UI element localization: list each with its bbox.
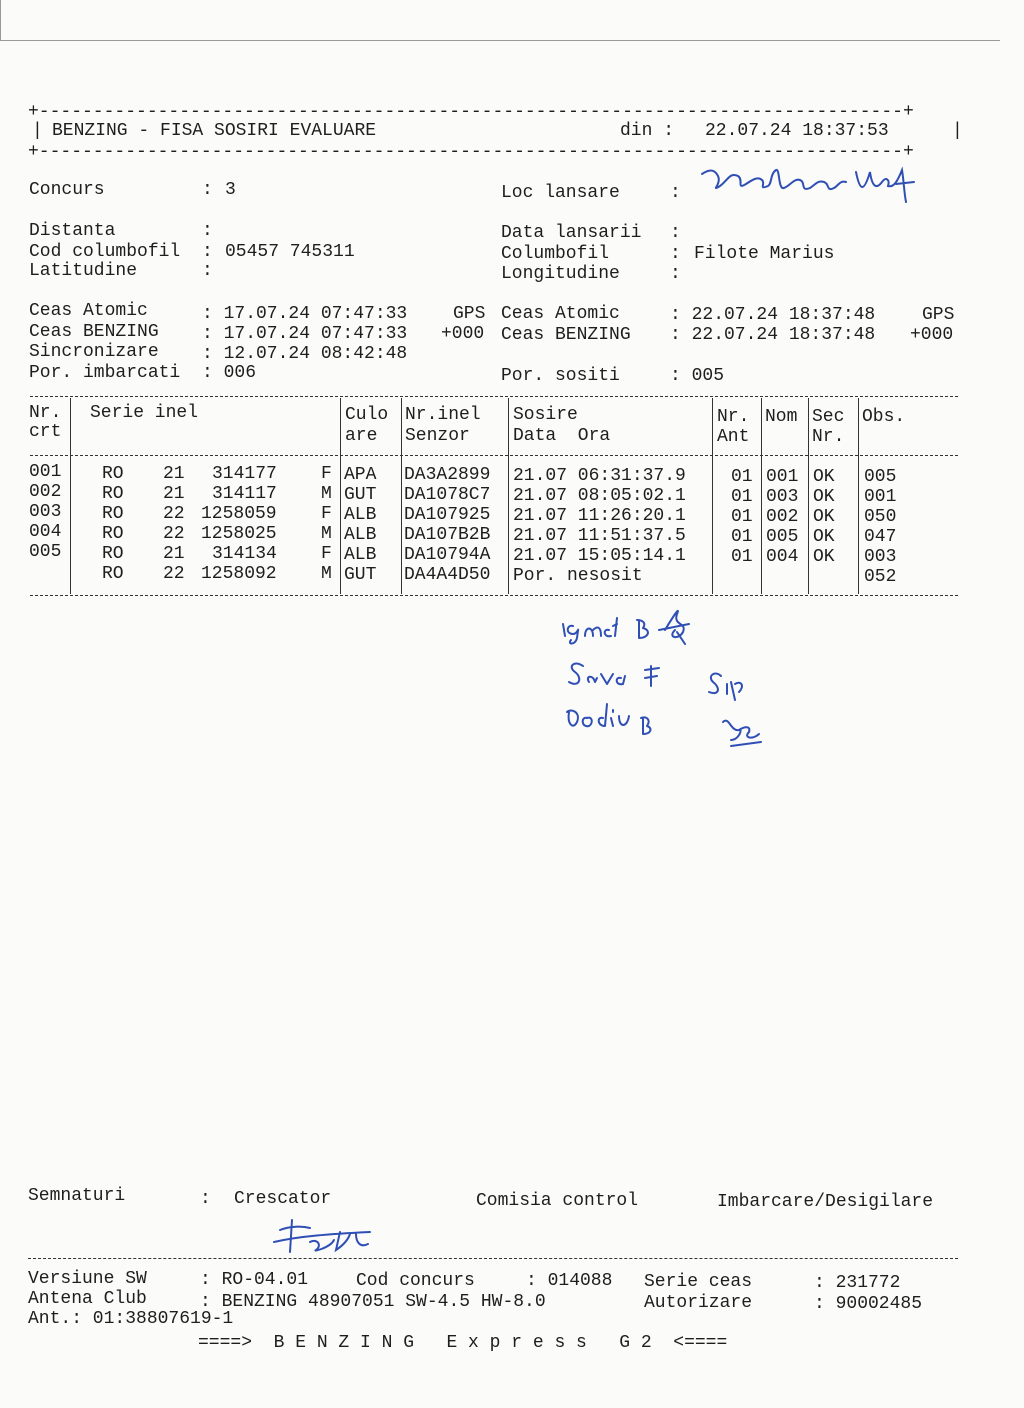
clock-right-atomic-suffix: GPS bbox=[922, 305, 955, 325]
clock-right-atomic-label: Ceas Atomic bbox=[501, 304, 620, 324]
concurs-sep: : bbox=[202, 180, 213, 200]
row-sex: M bbox=[321, 564, 332, 584]
data-lansarii-label: Data lansarii bbox=[501, 223, 642, 243]
concurs-label: Concurs bbox=[29, 180, 105, 200]
col-header-nr-inel: Nr.inel bbox=[405, 405, 481, 425]
col-header-sec: Sec bbox=[812, 407, 845, 427]
col-header-senzor: Senzor bbox=[405, 426, 470, 446]
row-country: RO bbox=[102, 464, 124, 484]
table-col-sep bbox=[858, 398, 859, 594]
table-col-sep bbox=[401, 398, 402, 594]
row-color: APA bbox=[344, 465, 377, 485]
cod-concurs-value: : 014088 bbox=[526, 1271, 613, 1291]
row-obs: 052 bbox=[864, 567, 897, 587]
row-ant: 01 bbox=[731, 547, 753, 567]
col-header-nom: Nom bbox=[765, 407, 798, 427]
row-ring: 1258092 bbox=[201, 564, 277, 584]
row-color: GUT bbox=[344, 565, 377, 585]
clock-left-benzing-label: Ceas BENZING bbox=[29, 322, 159, 342]
distanta-label: Distanta bbox=[29, 221, 116, 241]
table-col-sep bbox=[712, 398, 713, 594]
row-obs: 005 bbox=[864, 467, 897, 487]
data-lansarii-sep: : bbox=[670, 223, 681, 243]
row-obs: 050 bbox=[864, 507, 897, 527]
versiune-value: : RO-04.01 bbox=[200, 1270, 309, 1290]
row-sensor: DA107925 bbox=[404, 505, 491, 525]
row-year: 21 bbox=[163, 464, 185, 484]
row-country: RO bbox=[102, 564, 124, 584]
row-nr: 002 bbox=[29, 482, 62, 502]
columbofil-label: Columbofil bbox=[501, 244, 610, 264]
por-imbarcati-label: Por. imbarcati bbox=[29, 363, 181, 383]
row-ant: 01 bbox=[731, 527, 753, 547]
cod-columbofil-label: Cod columbofil bbox=[29, 242, 181, 262]
antena-club-label: Antena Club bbox=[28, 1289, 147, 1309]
arrivals-table bbox=[0, 0, 1024, 620]
row-sex: M bbox=[321, 524, 332, 544]
clock-left-benzing-suffix: +000 bbox=[441, 324, 485, 344]
crescator-signature bbox=[270, 1212, 380, 1258]
row-sensor: DA107B2B bbox=[404, 525, 491, 545]
row-nr: 003 bbox=[29, 502, 62, 522]
row-color: GUT bbox=[344, 485, 377, 505]
clock-right-benzing-value: : 22.07.24 18:37:48 bbox=[670, 325, 876, 345]
ant-line: Ant.: 01:38807619-1 bbox=[28, 1309, 234, 1329]
row-sensor: DA3A2899 bbox=[404, 465, 491, 485]
por-sositi-value: : 005 bbox=[670, 366, 725, 386]
row-arrival: 21.07 15:05:14.1 bbox=[513, 546, 686, 566]
imbarcare-label: Imbarcare/Desigilare bbox=[717, 1192, 934, 1212]
serie-ceas-value: : 231772 bbox=[814, 1273, 901, 1293]
clock-left-atomic-value: : 17.07.24 07:47:33 bbox=[202, 304, 408, 324]
col-header-sosire: Sosire bbox=[513, 405, 578, 425]
row-country: RO bbox=[102, 484, 124, 504]
row-nr: 001 bbox=[29, 462, 62, 482]
row-sensor: DA10794A bbox=[404, 545, 491, 565]
row-nr: 005 bbox=[29, 542, 62, 562]
row-ring: 314177 bbox=[212, 464, 277, 484]
header-title: BENZING - FISA SOSIRI EVALUARE bbox=[52, 121, 377, 141]
semnaturi-label: Semnaturi bbox=[28, 1186, 126, 1206]
row-ring: 314117 bbox=[212, 484, 277, 504]
table-col-sep bbox=[70, 398, 71, 594]
row-year: 21 bbox=[163, 544, 185, 564]
col-header-crt: crt bbox=[29, 422, 62, 442]
row-country: RO bbox=[102, 504, 124, 524]
antena-club-value: : BENZING 48907051 SW-4.5 HW-8.0 bbox=[200, 1292, 546, 1312]
row-nom: 005 bbox=[766, 527, 799, 547]
row-nom: 003 bbox=[766, 487, 799, 507]
row-nom: 001 bbox=[766, 467, 799, 487]
row-sex: M bbox=[321, 484, 332, 504]
col-header-culo: Culo bbox=[345, 405, 389, 425]
row-year: 22 bbox=[163, 504, 185, 524]
row-year: 22 bbox=[163, 564, 185, 584]
loc-lansare-label: Loc lansare bbox=[501, 183, 620, 203]
col-header-obs: Obs. bbox=[862, 407, 906, 427]
row-ant: 01 bbox=[731, 487, 753, 507]
clock-right-benzing-suffix: +000 bbox=[910, 325, 954, 345]
row-nr: 004 bbox=[29, 522, 62, 542]
loc-lansare-sep: : bbox=[670, 183, 681, 203]
row-color: ALB bbox=[344, 525, 377, 545]
longitudine-label: Longitudine bbox=[501, 264, 620, 284]
clock-left-benzing-value: : 17.07.24 07:47:33 bbox=[202, 324, 408, 344]
table-col-sep bbox=[508, 398, 509, 594]
row-arrival: 21.07 11:26:20.1 bbox=[513, 506, 686, 526]
row-sec: OK bbox=[813, 527, 835, 547]
row-arrival: Por. nesosit bbox=[513, 566, 643, 586]
crescator-label: Crescator bbox=[234, 1189, 332, 1209]
signature-rule bbox=[28, 1258, 958, 1260]
handwritten-signatures bbox=[555, 600, 805, 760]
latitudine-label: Latitudine bbox=[29, 261, 138, 281]
semnaturi-sep: : bbox=[200, 1189, 211, 1209]
header-date: 22.07.24 18:37:53 bbox=[705, 121, 889, 141]
row-country: RO bbox=[102, 544, 124, 564]
header-border-bottom: +--------------------------------------------------------------------------------+ bbox=[28, 142, 914, 162]
comisia-label: Comisia control bbox=[476, 1191, 639, 1211]
por-sositi-label: Por. sositi bbox=[501, 366, 620, 386]
clock-left-atomic-label: Ceas Atomic bbox=[29, 301, 148, 321]
por-imbarcati-value: : 006 bbox=[202, 363, 257, 383]
row-sex: F bbox=[321, 544, 332, 564]
row-ring: 1258059 bbox=[201, 504, 277, 524]
columbofil-sep: : bbox=[670, 244, 681, 264]
col-header-nr: Nr. bbox=[29, 403, 62, 423]
col-header-ant: Ant bbox=[717, 427, 750, 447]
autorizare-value: : 90002485 bbox=[814, 1294, 923, 1314]
cod-concurs-label: Cod concurs bbox=[356, 1271, 475, 1291]
row-sensor: DA4A4D50 bbox=[404, 565, 491, 585]
sincronizare-value: : 12.07.24 08:42:48 bbox=[202, 344, 408, 364]
autorizare-label: Autorizare bbox=[644, 1293, 753, 1313]
row-sec: OK bbox=[813, 547, 835, 567]
versiune-label: Versiune SW bbox=[28, 1269, 147, 1289]
col-header-data-ora: Data Ora bbox=[513, 426, 611, 446]
table-rule-bottom bbox=[30, 595, 958, 597]
row-nom: 002 bbox=[766, 507, 799, 527]
longitudine-sep: : bbox=[670, 264, 681, 284]
row-year: 22 bbox=[163, 524, 185, 544]
row-sensor: DA1078C7 bbox=[404, 485, 491, 505]
clock-right-benzing-label: Ceas BENZING bbox=[501, 325, 631, 345]
clock-right-atomic-value: : 22.07.24 18:37:48 bbox=[670, 305, 876, 325]
columbofil-value: Filote Marius bbox=[694, 244, 835, 264]
row-obs: 001 bbox=[864, 487, 897, 507]
row-ant: 01 bbox=[731, 467, 753, 487]
latitudine-sep: : bbox=[202, 261, 213, 281]
row-ring: 314134 bbox=[212, 544, 277, 564]
col-header-nr-ant: Nr. bbox=[717, 407, 750, 427]
table-rule-mid bbox=[30, 455, 958, 457]
clock-left-atomic-suffix: GPS bbox=[453, 304, 486, 324]
row-sec: OK bbox=[813, 507, 835, 527]
row-arrival: 21.07 08:05:02.1 bbox=[513, 486, 686, 506]
sincronizare-label: Sincronizare bbox=[29, 342, 159, 362]
table-col-sep bbox=[808, 398, 809, 594]
row-sex: F bbox=[321, 504, 332, 524]
row-color: ALB bbox=[344, 545, 377, 565]
header-border-left: | bbox=[32, 121, 43, 141]
table-col-sep bbox=[761, 398, 762, 594]
row-arrival: 21.07 06:31:37.9 bbox=[513, 466, 686, 486]
table-col-sep bbox=[340, 398, 341, 594]
header-border-top: +--------------------------------------------------------------------------------+ bbox=[28, 102, 914, 122]
row-arrival: 21.07 11:51:37.5 bbox=[513, 526, 686, 546]
distanta-sep: : bbox=[202, 221, 213, 241]
row-country: RO bbox=[102, 524, 124, 544]
row-color: ALB bbox=[344, 505, 377, 525]
row-obs: 047 bbox=[864, 527, 897, 547]
header-border-right: | bbox=[952, 121, 963, 141]
cod-columbofil-sep: : bbox=[202, 242, 213, 262]
col-header-sec-nr: Nr. bbox=[812, 427, 845, 447]
row-nom: 004 bbox=[766, 547, 799, 567]
row-ant: 01 bbox=[731, 507, 753, 527]
col-header-serie: Serie inel bbox=[90, 403, 199, 423]
row-ring: 1258025 bbox=[201, 524, 277, 544]
row-sec: OK bbox=[813, 487, 835, 507]
row-year: 21 bbox=[163, 484, 185, 504]
row-sec: OK bbox=[813, 467, 835, 487]
col-header-are: are bbox=[345, 426, 378, 446]
header-din-label: din : bbox=[620, 121, 675, 141]
row-obs: 003 bbox=[864, 547, 897, 567]
serie-ceas-label: Serie ceas bbox=[644, 1272, 753, 1292]
table-rule-top bbox=[30, 396, 958, 398]
express-banner: ====> B E N Z I N G E x p r e s s G 2 <==== bbox=[198, 1333, 728, 1353]
row-sex: F bbox=[321, 464, 332, 484]
concurs-value: 3 bbox=[225, 180, 236, 200]
cod-columbofil-value: 05457 745311 bbox=[225, 242, 355, 262]
